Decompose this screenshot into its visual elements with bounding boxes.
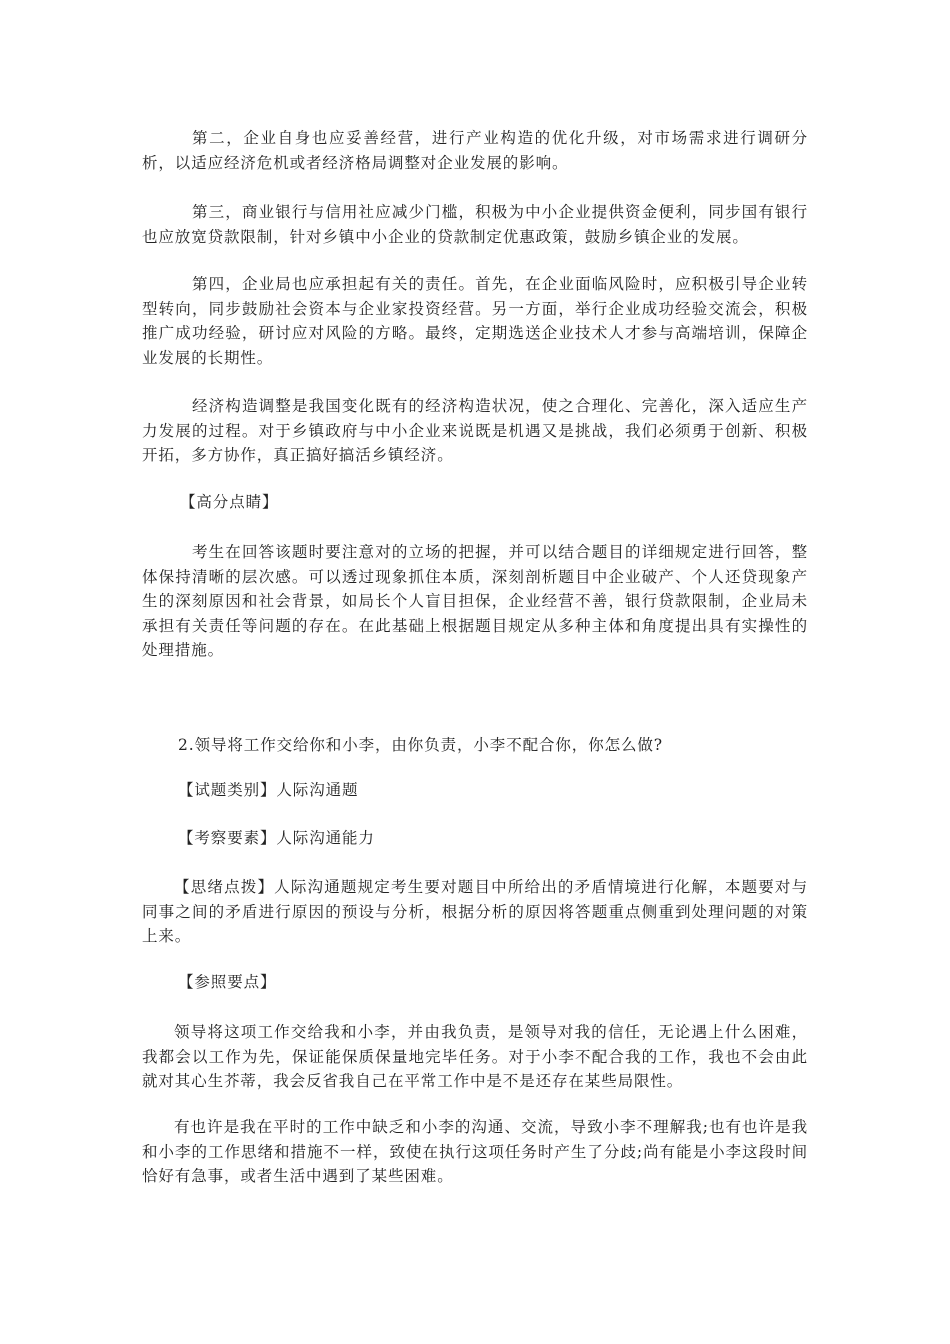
question-2: 2.领导将工作交给你和小李，由你负责，小李不配合你，你怎么做?	[178, 736, 664, 754]
paragraph-conclusion: 经济构造调整是我国变化既有的经济构造状况，使之合理化、完善化，深入适应生产力发展的过程。对于乡镇政府与中小企业来说既是机遇又是挑战，我们必须勇于创新、积极开拓，多方协作，真正搞好搞活乡镇经济。	[142, 397, 808, 464]
paragraph-second: 第二，企业自身也应妥善经营，进行产业构造的优化升级，对市场需求进行调研分析，以适应经济危机或者经济格局调整对企业发展的影响。	[142, 129, 808, 172]
question-element: 【考察要素】人际沟通能力	[178, 829, 375, 847]
paragraph-reference-1: 领导将这项工作交给我和小李，并由我负责，是领导对我的信任，无论遇上什么困难，我都会以工作为先，保证能保质保量地完毕任务。对于小李不配合我的工作，我也不会由此就对其心生芥蒂，我会反省我自己在平常工作中是不是还存在某些局限性。	[142, 1023, 808, 1090]
paragraph-approach: 【思绪点拨】人际沟通题规定考生要对题目中所给出的矛盾情境进行化解，本题要对与同事之间的矛盾进行原因的预设与分析，根据分析的原因将答题重点侧重到处理问题的对策上来。	[142, 878, 808, 945]
paragraph-highlight: 考生在回答该题时要注意对的立场的把握，并可以结合题目的详细规定进行回答，整体保持清晰的层次感。可以透过现象抓住本质，深刻剖析题目中企业破产、个人还贷现象产生的深刻原因和社会背景，如局长个人盲目担保，企业经营不善，银行贷款限制，企业局未承担有关责任等问题的存在。在此基础上根据题目规定从多种主体和角度提出具有实操性的处理措施。	[142, 543, 808, 659]
question-type: 【试题类别】人际沟通题	[178, 781, 359, 799]
heading-reference: 【参照要点】	[178, 973, 277, 991]
paragraph-third: 第三，商业银行与信用社应减少门槛，积极为中小企业提供资金便利，同步国有银行也应放宽贷款限制，针对乡镇中小企业的贷款制定优惠政策，鼓励乡镇企业的发展。	[142, 203, 808, 246]
heading-highlight: 【高分点睛】	[180, 493, 279, 511]
paragraph-fourth: 第四，企业局也应承担起有关的责任。首先，在企业面临风险时，应积极引导企业转型转向，同步鼓励社会资本与企业家投资经营。另一方面，举行企业成功经验交流会，积极推广成功经验，研讨应对风险的方略。最终，定期选送企业技术人才参与高端培训，保障企业发展的长期性。	[142, 275, 808, 367]
paragraph-reference-2: 有也许是我在平时的工作中缺乏和小李的沟通、交流，导致小李不理解我;也有也许是我和小李的工作思绪和措施不一样，致使在执行这项任务时产生了分歧;尚有能是小李这段时间恰好有急事，或者生活中遇到了某些困难。	[142, 1118, 808, 1185]
